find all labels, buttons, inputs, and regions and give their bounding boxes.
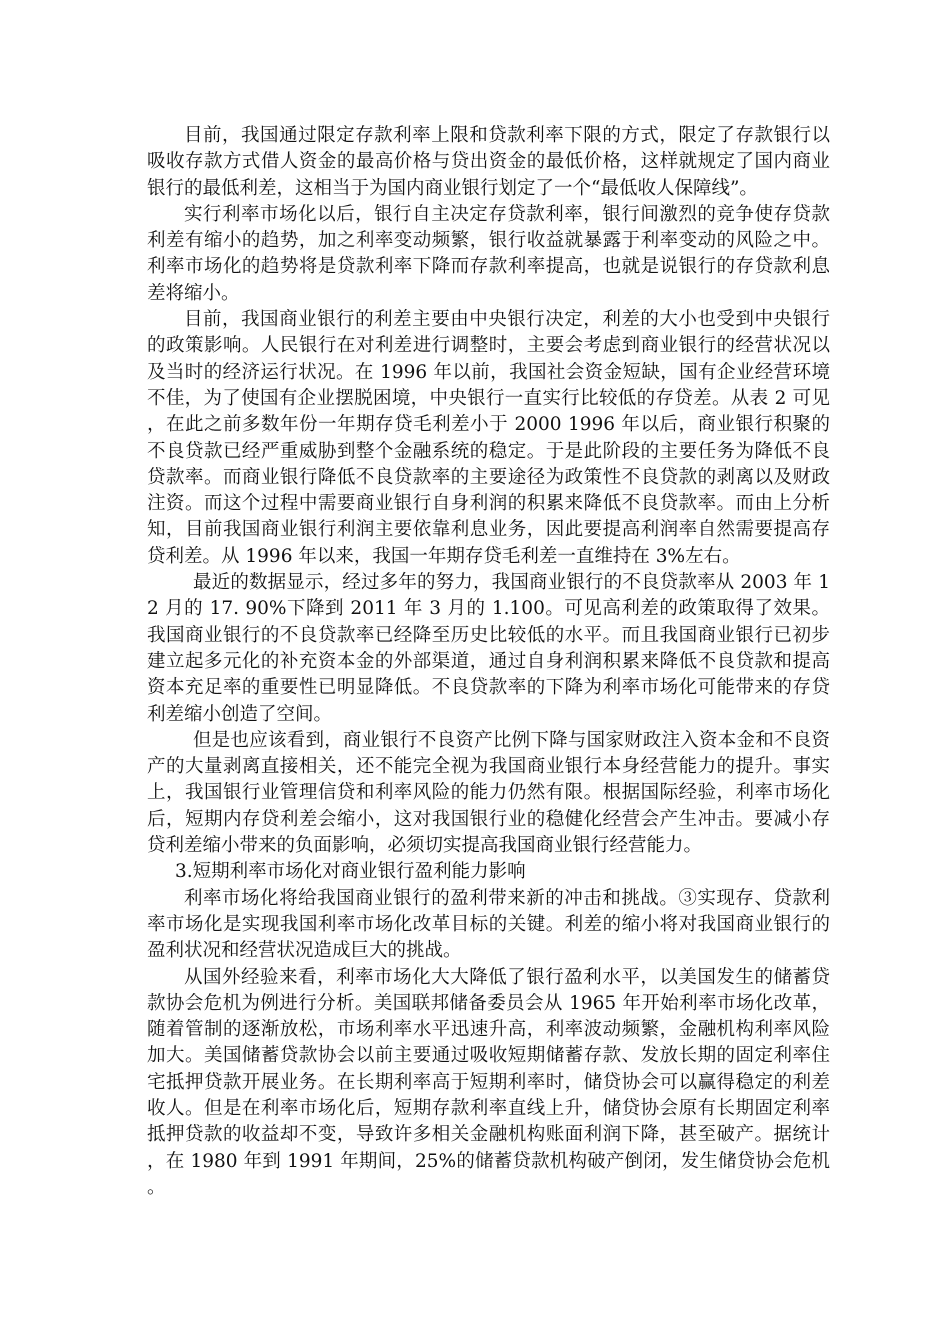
- paragraph-market-spread-narrowing: 实行利率市场化以后，银行自主决定存贷款利率，银行间激烈的竞争使存贷款利差有缩小的趋势，加之利率变动频繁，银行收益就暴露于利率变动的风险之中。利率市场化的趋势将是贷款利率下降而存款利率提高，也就是说银行的存贷款利息差将缩小。: [147, 203, 830, 304]
- paragraph-npl-decline: 最近的数据显示，经过多年的努力，我国商业银行的不良贷款率从 2003 年 12 月的 17. 90%下降到 2011 年 3 月的 1.100。可见高利差的政策取得了效果。我国商业银行的不良贷款率已经降至历史比较低的水平。而且我国商业银行已初步建立起多元化的补充资本金的外部渠道，通过自身利润积累来降低不良贷款和提高资本充足率的重要性已明显降低。不良贷款率的下降为利率市场化可能带来的存贷利差缩小创造了空间。: [147, 572, 830, 725]
- paragraph-us-savings-loan-crisis: 从国外经验来看，利率市场化大大降低了银行盈利水平，以美国发生的储蓄贷款协会危机为例进行分析。美国联邦储备委员会从 1965 年开始利率市场化改革，随着管制的逐渐放松，市场利率水平迅速升高，利率波动频繁，金融机构利率风险加大。美国储蓄贷款协会以前主要通过吸收短期储蓄存款、发放长期的固定利率住宅抵押贷款开展业务。在长期利率高于短期利率时，储贷协会可以赢得稳定的利差收人。但是在利率市场化后，短期存款利率直线上升，储贷协会原有长期固定利率抵押贷款的收益却不变，导致许多相关金融机构账面利润下降，甚至破产。据统计，在 1980 年到 1991 年期间，25%的储蓄贷款机构破产倒闭，发生储贷协会危机。: [147, 966, 830, 1198]
- paragraph-central-bank-spread: 目前，我国商业银行的利差主要由中央银行决定，利差的大小也受到中央银行的政策影响。人民银行在对利差进行调整时，主要会考虑到商业银行的经营状况以及当时的经济运行状况。在 1996 年以前，我国社会资金短缺，国有企业经营环境不佳，为了使国有企业摆脱困境，中央银行一直实行比较低的存贷差。从表 2 可见，在此之前多数年份一年期存贷毛利差小于 2000 1996 年以后，商业银行积聚的不良贷款已经严重威胁到整个金融系统的稳定。于是此阶段的主要任务为降低不良贷款率。而商业银行降低不良贷款率的主要途径为政策性不良贷款的剥离以及财政注资。而这个过程中需要商业银行自身利润的积累来降低不良贷款率。而由上分析知，目前我国商业银行利润主要依靠利息业务，因此要提高利润率自然需要提高存贷利差。从 1996 年以来，我国一年期存贷毛利差一直维持在 3%左右。: [147, 309, 830, 567]
- document-body: [147, 123, 830, 1201]
- paragraph-lower-bound-spread: 目前，我国通过限定存款利率上限和贷款利率下限的方式，限定了存款银行以吸收存款方式借人资金的最高价格与贷出资金的最低价格，这样就规定了国内商业银行的最低利差，这相当于为国内商业银行划定了一个“最低收人保障线”。: [147, 125, 830, 199]
- paragraph-profit-challenge: 利率市场化将给我国商业银行的盈利带来新的冲击和挑战。③实现存、贷款利率市场化是实现我国利率市场化改革目标的关键。利差的缩小将对我国商业银行的盈利状况和经营状况造成巨大的挑战。: [147, 887, 830, 962]
- paragraph-risk-capability: 但是也应该看到，商业银行不良资产比例下降与国家财政注入资本金和不良资产的大量剥离直接相关，还不能完全视为我国商业银行本身经营能力的提升。事实上，我国银行业管理信贷和利率风险的能力仍然有限。根据国际经验，利率市场化后，短期内存贷利差会缩小，这对我国银行业的稳健化经营会产生冲击。要减小存贷利差缩小带来的负面影响，必须切实提高我国商业银行经营能力。: [147, 729, 830, 857]
- section-heading-short-term-rates: 3.短期利率市场化对商业银行盈利能力影响: [175, 861, 526, 883]
